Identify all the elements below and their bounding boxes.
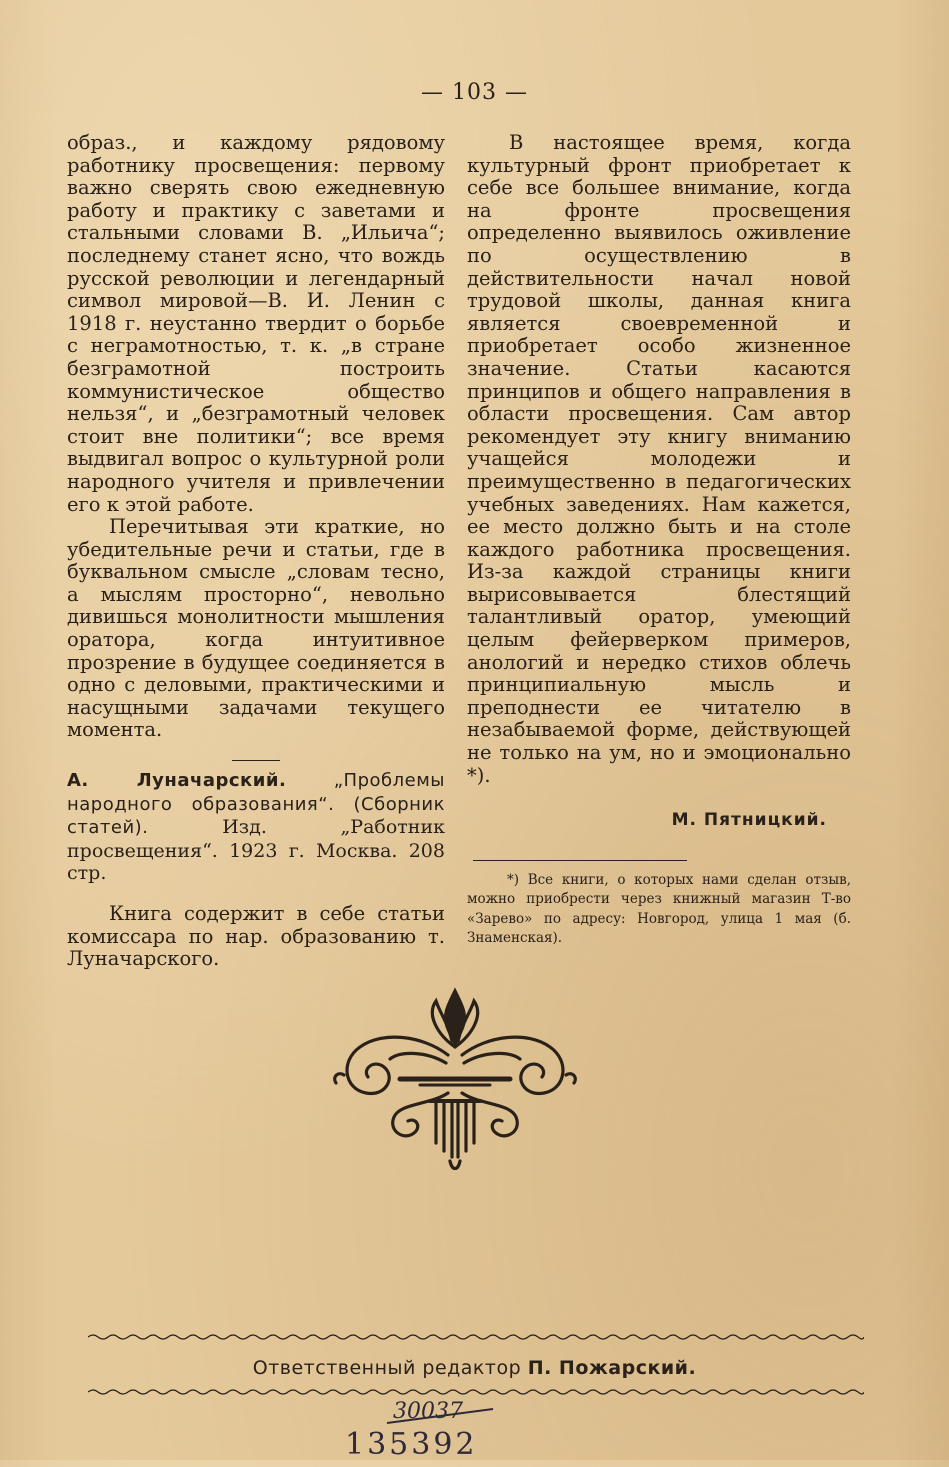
book-title: „Проблемы народного образования“. (Сборник статей). [67, 770, 445, 839]
book-reference [67, 769, 445, 885]
book-author: А. Луначарский. [67, 770, 287, 792]
footnote: *) Все книги, о которых нами сделан отзыв, можно приобрести через книжный магазин Т-во «Зарево» по адресу: Новгород, улица 1 мая (б. Знаменская). [467, 871, 851, 947]
review-signature: М. Пятницкий. [671, 810, 827, 831]
left-paragraph-2: Перечитывая эти краткие, но убедительные речи и статьи, где в буквальном смысле „словам тесно, а мыслям просторно“, невольно дивишься монолитности мышления оратора, когда интуитивное прозрение в будущее соединяется в одно с деловыми, практическими и насущными задачами текущего момента. [67, 515, 445, 742]
wavy-rule-top [88, 1333, 864, 1341]
stamp-inventory-number: 135392 [345, 1427, 478, 1462]
stamp-number-crossed: 30037 [393, 1399, 463, 1424]
footnote-divider [473, 860, 687, 861]
editor-label: Ответственный редактор [252, 1357, 522, 1379]
page-number: — 103 — [421, 80, 528, 105]
right-column [467, 132, 851, 949]
book-publisher: Изд. „Работник просвещения“. 1923 г. Москва. 208 стр. [67, 816, 445, 885]
responsible-editor-line [0, 1357, 949, 1379]
library-stamp [345, 1397, 525, 1467]
left-column [67, 132, 445, 971]
editor-name: П. Пожарский. [527, 1357, 697, 1379]
review-paragraph: В настоящее время, когда культурный фронт приобретает к себе все большее внимание, когда на фронте просвещения определенно выявилось оживление по осуществлению в действительности начал новой трудовой школы, данная книга является своевременной и приобретает особо жизненное значение. Статьи касаются принципов и общего направления в области просвещения. Сам автор рекомендует эту книгу вниманию учащейся молодежи и преимущественно в педагогических учебных заведениях. Нам кажется, ее место должно быть и на столе каждого работника просвещения. Из-за каждой страницы книги вырисовывается блестящий талантливый оратор, умеющий целым фейерверком примеров, анологий и нередко стихов облечь принципиальную мысль и преподнести ее читателю в незабываемой форме, действующей не только на ум, но и эмоционально *). [467, 131, 851, 787]
left-paragraph-1: образ., и каждому рядовому работнику просвещения: первому важно сверять свою ежедневную работу и практику с заветами и стальными словами В. „Ильича“; последнему станет ясно, что вождь русской революции и легендарный символ мировой—В. И. Ленин с 1918 г. неустанно твердит о борьбе с неграмотностью, т. к. „в стране безграмотной построить коммунистическое общество нельзя“, и „безграмотный человек стоит вне политики“; все время выдвигал вопрос о культурной роли народного учителя и привлечении его к этой работе. [67, 131, 445, 516]
wavy-rule-bottom [88, 1388, 864, 1396]
book-description: Книга содержит в себе статьи комиссара по нар. образованию т. Луначарского. [67, 902, 445, 971]
fleur-de-lis-scroll-ornament-icon [330, 985, 580, 1177]
strike-through-mark [385, 1403, 495, 1429]
section-divider [232, 760, 280, 761]
